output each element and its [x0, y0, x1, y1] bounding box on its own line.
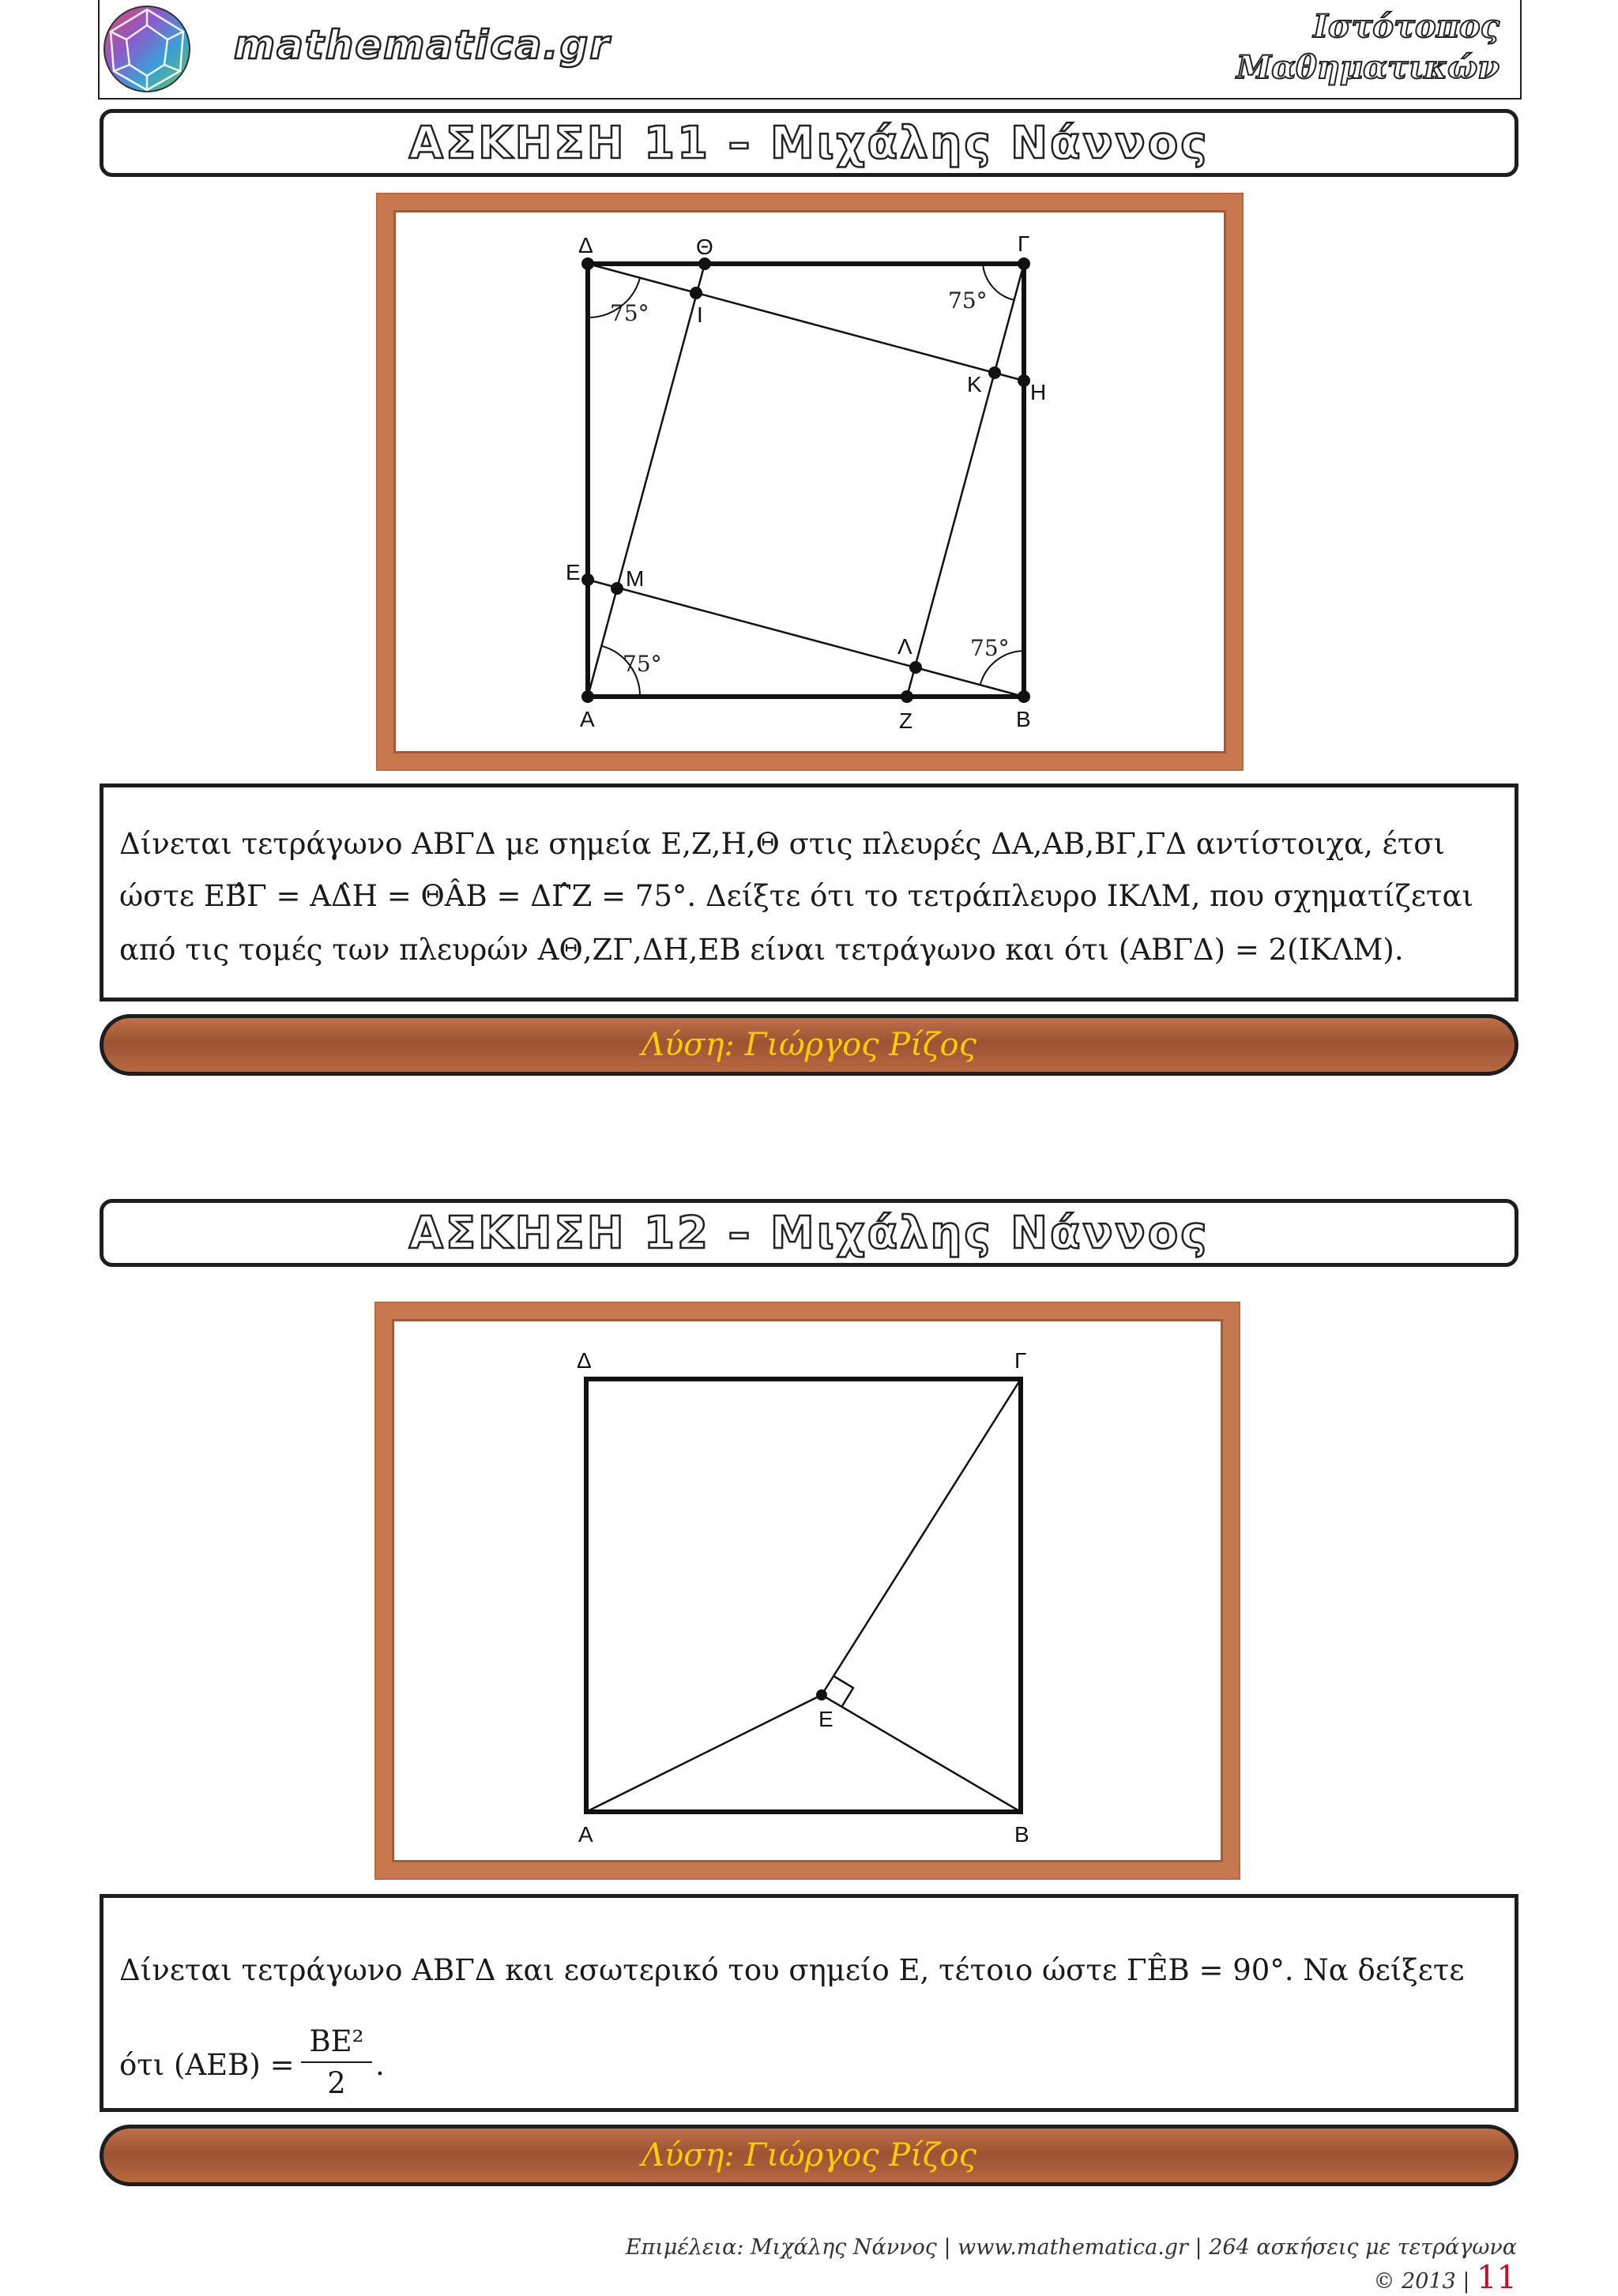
- square-abgd: [586, 1379, 1021, 1812]
- footer-text: Επιμέλεια: Μιχάλης Νάννος | www.mathematica.gr | 264 ασκήσεις με τετράγωνα © 2013 |: [625, 2235, 1517, 2294]
- exercise-12-figure: [392, 1319, 1223, 1862]
- exercise-12-problem-box: [100, 1894, 1518, 2112]
- label-d: Δ: [578, 233, 593, 257]
- fraction-denominator: 2: [327, 2066, 346, 2100]
- angle-label-g: 75°: [948, 287, 988, 314]
- label-g: Γ: [1018, 231, 1030, 256]
- fraction-numerator: ΒΕ²: [301, 2024, 372, 2063]
- logo-icon: [98, 2, 196, 96]
- tagline-line-1: Ιστότοπος: [1313, 8, 1499, 45]
- right-angle-mark: [833, 1676, 853, 1706]
- label-lambda: Λ: [897, 634, 912, 659]
- exercise-11-solution-bar[interactable]: [100, 1014, 1518, 1076]
- label-d: Δ: [577, 1348, 592, 1373]
- segment-g-zeta: [907, 264, 1024, 697]
- label-e: Ε: [818, 1707, 833, 1731]
- point-epsilon: [581, 573, 594, 586]
- label-a: Α: [580, 707, 595, 731]
- label-m: Μ: [626, 566, 645, 591]
- segment-g-e: [822, 1379, 1021, 1695]
- point-zeta: [901, 690, 913, 703]
- square-abgd: [588, 264, 1024, 697]
- angle-label-d: 75°: [610, 300, 649, 326]
- point-i: [690, 287, 702, 299]
- point-b: [1018, 690, 1030, 703]
- label-g: Γ: [1014, 1348, 1027, 1373]
- point-theta: [698, 257, 711, 270]
- label-a: Α: [578, 1822, 593, 1847]
- exercise-12-line-2-suffix: .: [375, 2048, 385, 2082]
- exercise-11-line-3: από τις τομές των πλευρών ΑΘ,ΖΓ,ΔΗ,ΕΒ είναι τετράγωνο και ότι (ΑΒΓΔ) = 2(ΙΚΛΜ).: [119, 933, 1404, 967]
- exercise-12-figure-frame: [376, 1303, 1239, 1878]
- exercise-12-fraction: [301, 2024, 372, 2100]
- site-tagline: [1215, 6, 1499, 88]
- page-footer: [600, 2235, 1517, 2296]
- label-zeta: Ζ: [899, 708, 913, 733]
- label-i: Ι: [697, 303, 703, 327]
- segment-b-e: [822, 1695, 1021, 1812]
- point-g: [1018, 257, 1030, 270]
- point-e: [816, 1689, 827, 1700]
- tagline-line-2: Μαθηματικών: [1236, 49, 1499, 86]
- exercise-11-solution-label: Λύση: Γιώργος Ρίζος: [641, 1027, 977, 1063]
- point-d: [581, 257, 594, 270]
- segment-b-epsilon: [588, 580, 1024, 697]
- exercise-12-title: ΑΣΚΗΣΗ 12 – Μιχάλης Νάννος: [408, 1207, 1210, 1259]
- segment-a-e: [586, 1695, 822, 1812]
- angle-label-a: 75°: [623, 651, 662, 677]
- exercise-11-title-bar: [100, 109, 1518, 177]
- exercise-12-line-2-prefix: ότι (ΑΕΒ) =: [119, 2048, 295, 2082]
- point-lambda: [909, 661, 922, 674]
- exercise-11-problem-box: [100, 783, 1518, 1001]
- label-epsilon: Ε: [566, 560, 581, 584]
- exercise-12-line-1: Δίνεται τετράγωνο ΑΒΓΔ και εσωτερικό του σημείο Ε, τέτοιο ώστε ΓÊΒ = 90°. Να δείξετε: [119, 1953, 1465, 1987]
- point-a: [581, 690, 594, 703]
- label-k: Κ: [967, 372, 982, 396]
- exercise-11-title: ΑΣΚΗΣΗ 11 – Μιχάλης Νάννος: [408, 117, 1210, 169]
- point-k: [988, 366, 1001, 379]
- exercise-11-line-1: Δίνεται τετράγωνο ΑΒΓΔ με σημεία Ε,Ζ,Η,Θ στις πλευρές ΔΑ,ΑΒ,ΒΓ,ΓΔ αντίστοιχα, έτσι: [119, 827, 1446, 861]
- exercise-12-solution-bar[interactable]: [100, 2125, 1518, 2186]
- exercise-11-figure-frame: [378, 194, 1242, 769]
- exercise-11-figure: [393, 210, 1226, 753]
- segment-a-theta: [588, 264, 705, 697]
- exercise-12-title-bar: [100, 1199, 1518, 1267]
- segment-d-eta: [588, 264, 1024, 381]
- label-eta: Η: [1030, 380, 1047, 404]
- site-name: mathematica.gr: [234, 22, 611, 68]
- angle-arc-g: [983, 264, 1014, 300]
- point-eta: [1018, 374, 1030, 387]
- page-number: 11: [1477, 2260, 1517, 2296]
- label-b: Β: [1016, 707, 1031, 731]
- label-theta: Θ: [696, 235, 713, 259]
- angle-label-b: 75°: [970, 635, 1010, 661]
- point-m: [611, 582, 623, 595]
- exercise-11-line-2: ώστε ΕΒ̂Γ = ΑΔ̂Η = ΘÂΒ = ΔΓ̂Ζ = 75°. Δείξτε ότι το τετράπλευρο ΙΚΛΜ, που σχηματίζεται: [119, 879, 1473, 913]
- exercise-12-solution-label: Λύση: Γιώργος Ρίζος: [641, 2137, 977, 2174]
- label-b: Β: [1014, 1822, 1029, 1847]
